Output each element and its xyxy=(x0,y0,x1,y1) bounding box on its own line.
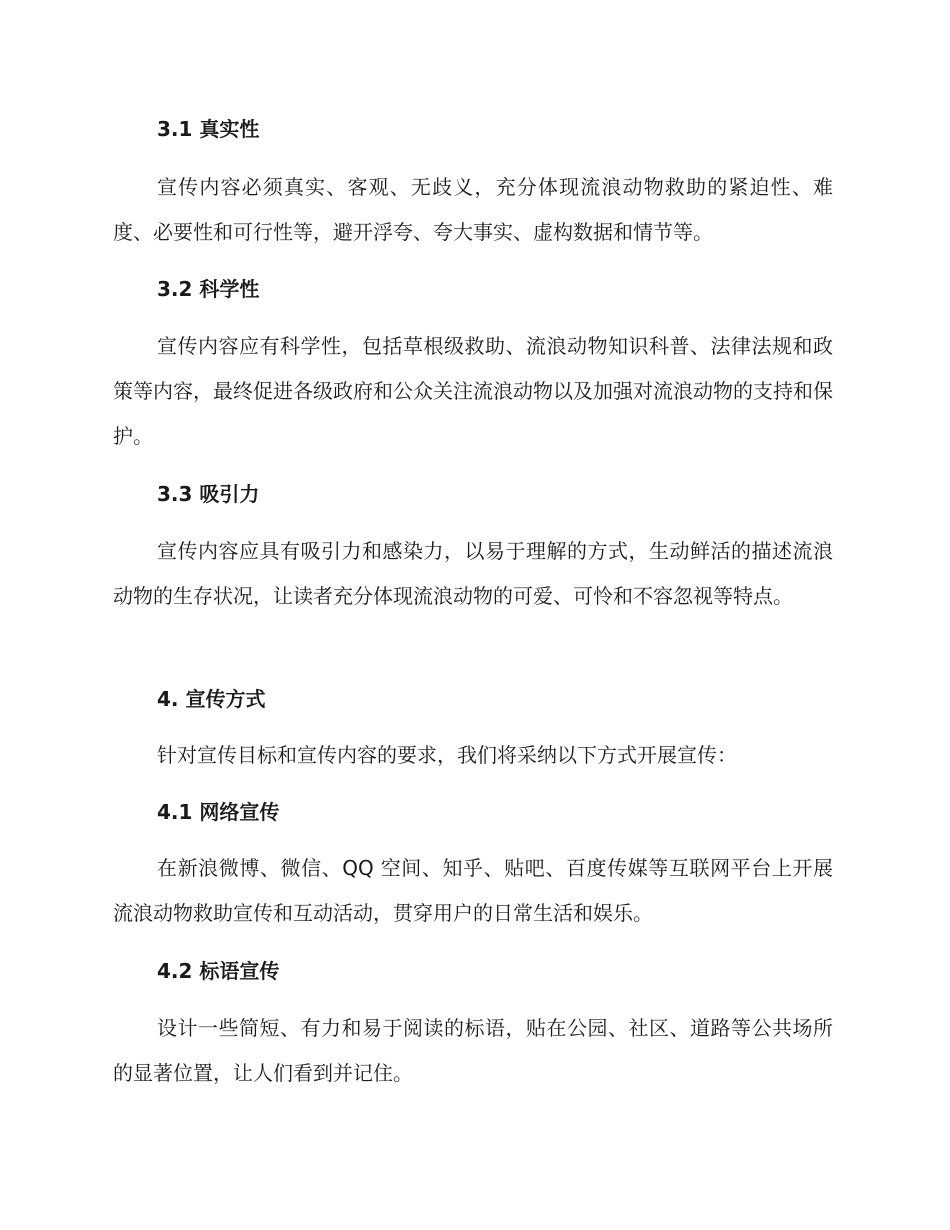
section-body-4: 针对宣传目标和宣传内容的要求，我们将采纳以下方式开展宣传： xyxy=(157,743,737,767)
section-heading-4: 4. 宣传方式 xyxy=(157,687,266,711)
section-body-3-1: 宣传内容必须真实、客观、无歧义，充分体现流浪动物救助的紧迫性、难度、必要性和可行性等，避开浮夸、夸大事实、虚构数据和情节等。 xyxy=(113,175,833,244)
section-heading-3-2: 3.2 科学性 xyxy=(157,277,260,301)
section-body-3-2: 宣传内容应有科学性，包括草根级救助、流浪动物知识科普、法律法规和政策等内容，最终促进各级政府和公众关注流浪动物以及加强对流浪动物的支持和保护。 xyxy=(113,334,833,448)
section-heading-4-1: 4.1 网络宣传 xyxy=(157,800,280,824)
section-heading-3-1: 3.1 真实性 xyxy=(157,117,260,141)
section-body-4-2: 设计一些简短、有力和易于阅读的标语，贴在公园、社区、道路等公共场所的显著位置，让人们看到并记住。 xyxy=(113,1016,833,1085)
section-heading-3-3: 3.3 吸引力 xyxy=(157,482,260,506)
section-body-4-1: 在新浪微博、微信、QQ 空间、知乎、贴吧、百度传媒等互联网平台上开展流浪动物救助宣传和互动活动，贯穿用户的日常生活和娱乐。 xyxy=(113,856,833,925)
section-heading-4-2: 4.2 标语宣传 xyxy=(157,959,280,983)
section-body-3-3: 宣传内容应具有吸引力和感染力，以易于理解的方式，生动鲜活的描述流浪动物的生存状况，让读者充分体现流浪动物的可爱、可怜和不容忽视等特点。 xyxy=(113,539,833,608)
